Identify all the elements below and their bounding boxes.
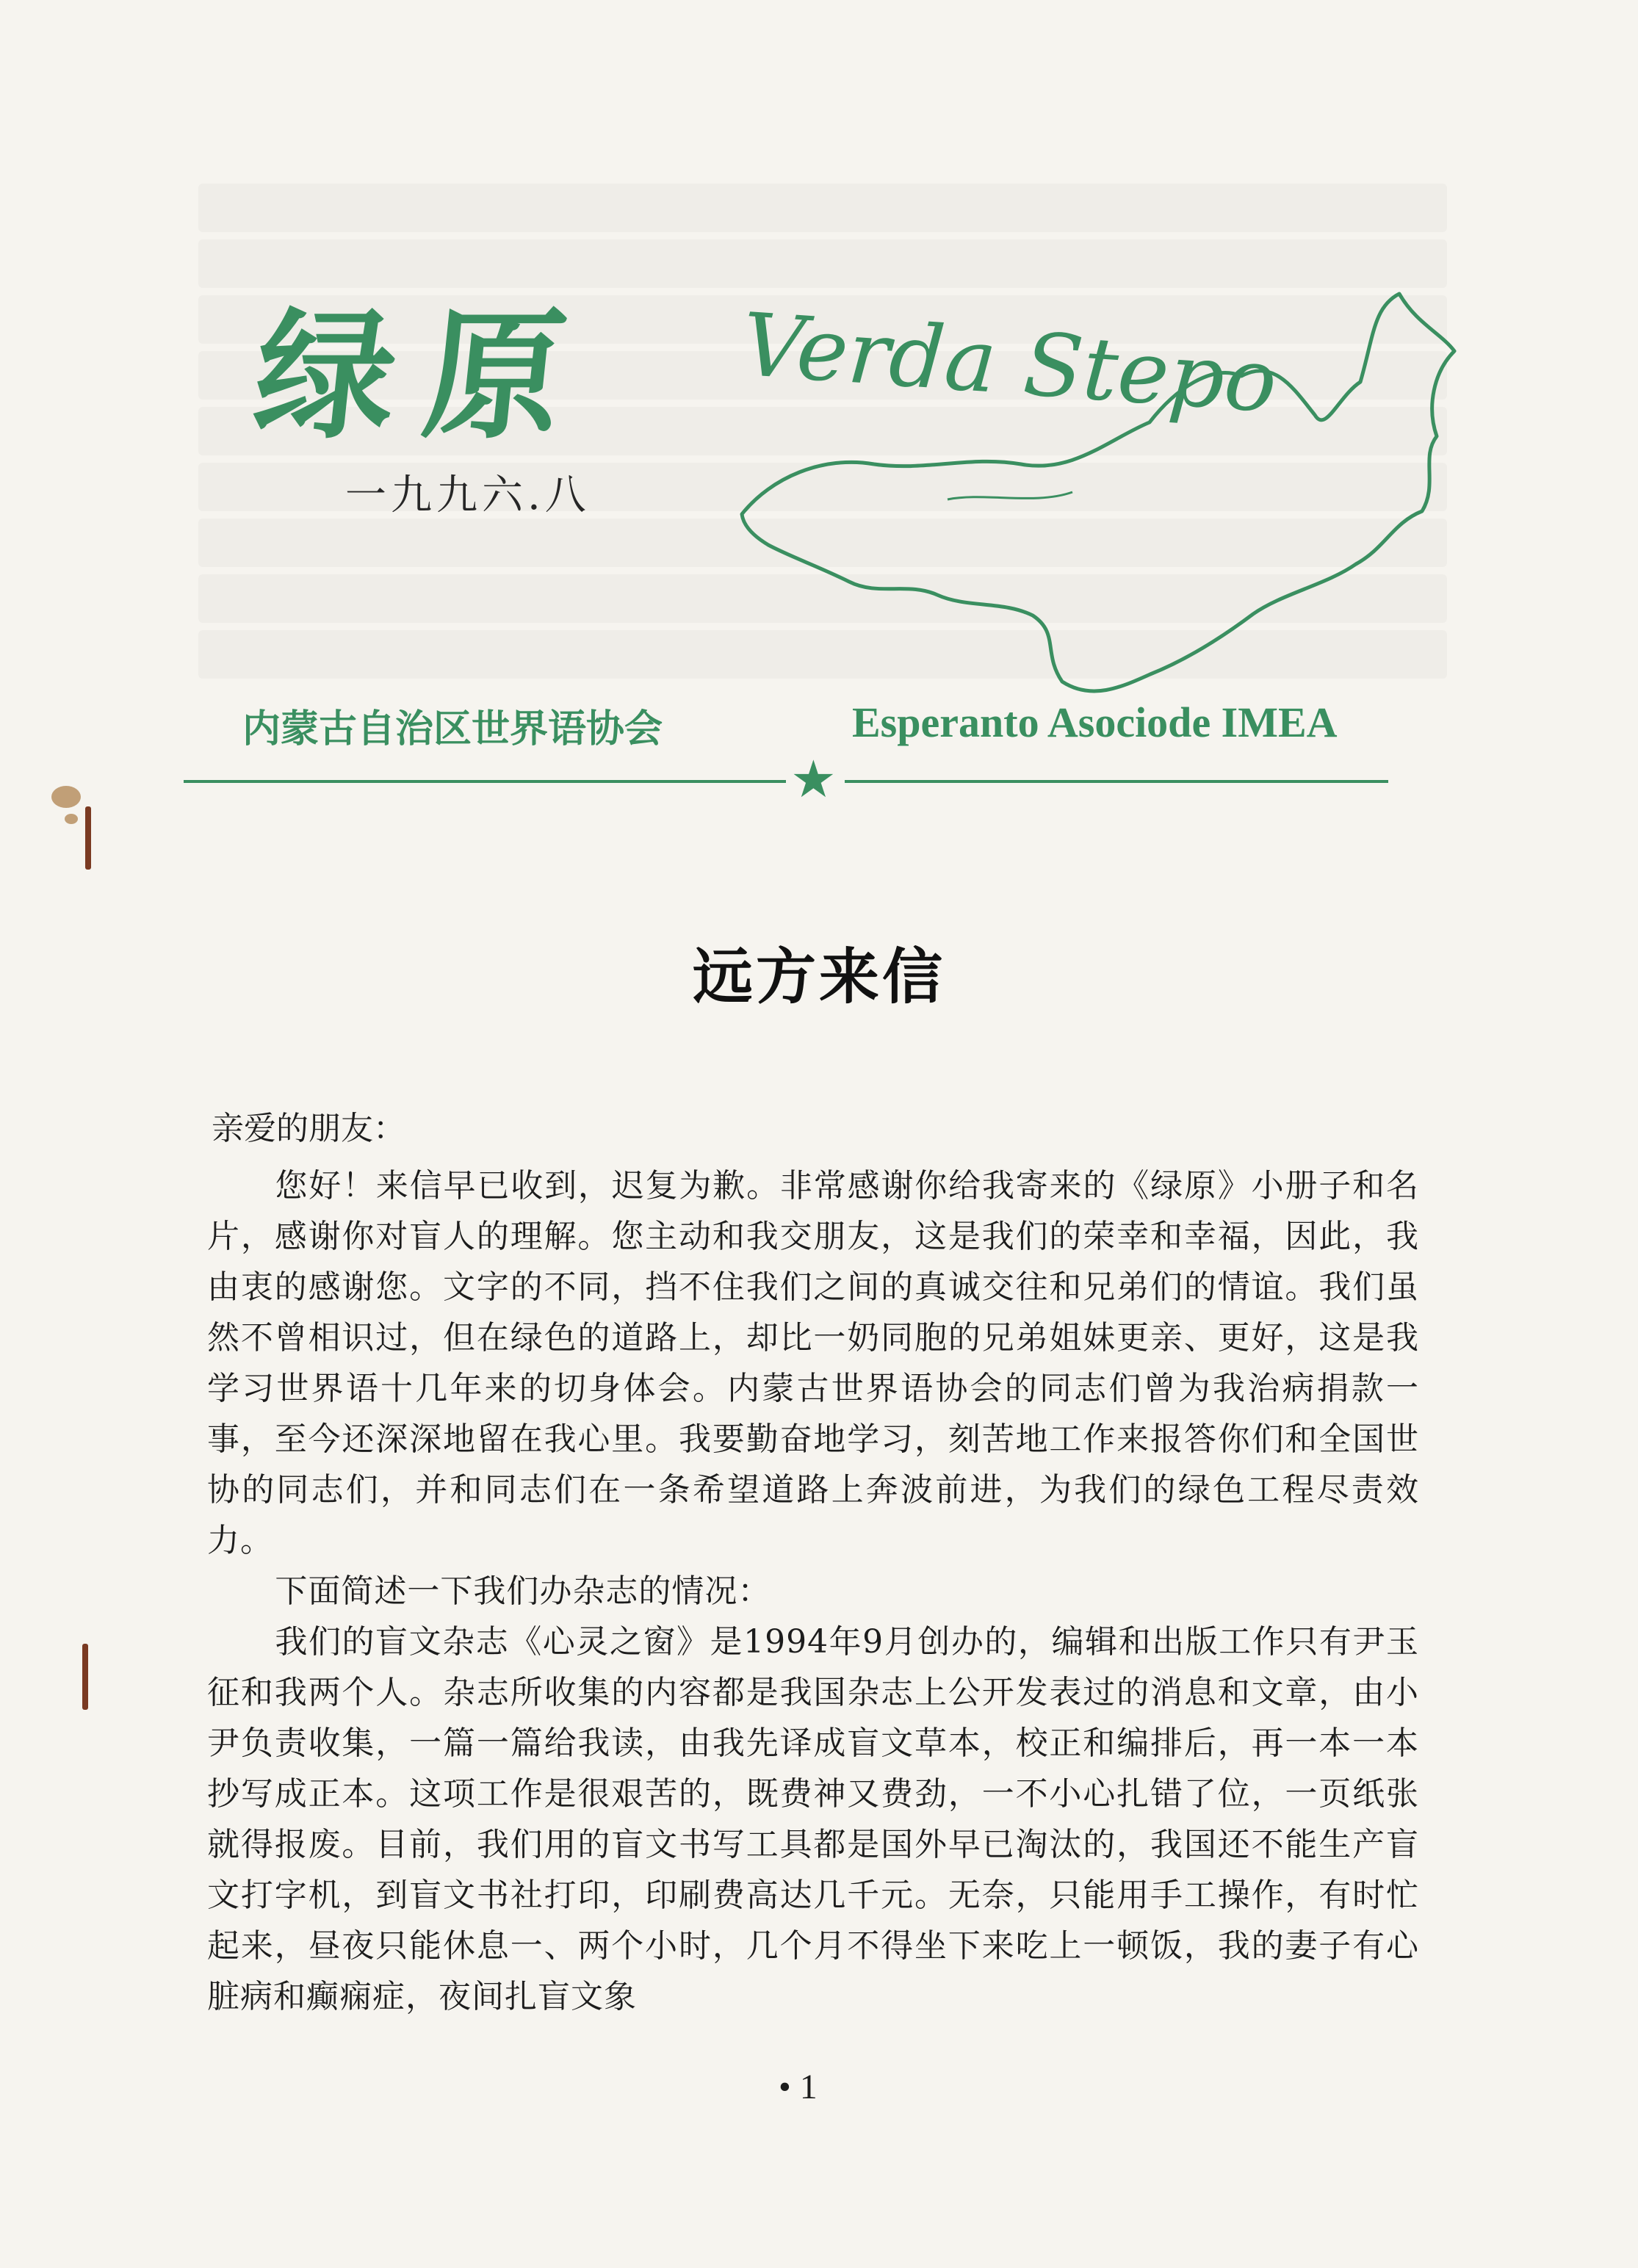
paper-stain xyxy=(51,786,81,808)
issue-date: 一九九六.八 xyxy=(345,472,591,519)
divider-rule xyxy=(845,780,1388,783)
masthead xyxy=(184,242,1462,809)
page-number: • 1 xyxy=(779,2067,818,2106)
divider-rule xyxy=(184,780,786,783)
paragraph: 我们的盲文杂志《心灵之窗》是1994年9月创办的，编辑和出版工作只有尹玉征和我两个人。杂志所收集的内容都是我国杂志上公开发表过的消息和文章，由小尹负责收集，一篇一篇给我读，由我先译成盲文草本，校正和编排后，再一本一本抄写成正本。这项工作是很艰苦的，既费神又费劲，一不小心扎错了位，一页纸张就得报废。目前，我们用的盲文书写工具都是国外早已淘汰的，我国还不能生产盲文打字机，到盲文书社打印，印刷费高达几千元。无奈，只能用手工操作，有时忙起来，昼夜只能休息一、两个小时，几个月不得坐下来吃上一顿饭，我的妻子有心脏病和癫痫症，夜间扎盲文象 xyxy=(207,1623,1419,2015)
paper-stain xyxy=(65,814,78,824)
article-body xyxy=(207,1103,1419,2022)
star-icon: ★ xyxy=(790,749,837,809)
publisher-name-cn: 内蒙古自治区世界语协会 xyxy=(242,707,663,751)
binding-mark xyxy=(85,806,91,870)
article-title: 远方来信 xyxy=(692,942,945,1012)
publisher-name-eo: Esperanto Asociode IMEA xyxy=(852,698,1338,746)
binding-mark xyxy=(82,1644,88,1710)
salutation: 亲爱的朋友： xyxy=(212,1110,405,1147)
paragraph: 下面简述一下我们办杂志的情况： xyxy=(275,1572,771,1610)
paragraph: 您好！来信早已收到，迟复为歉。非常感谢你给我寄来的《绿原》小册子和名片，感谢你对盲人的理解。您主动和我交朋友，这是我们的荣幸和幸福，因此，我由衷的感谢您。文字的不同，挡不住我们之间的真诚交往和兄弟们的情谊。我们虽然不曾相识过，但在绿色的道路上，却比一奶同胞的兄弟姐妹更亲、更好，这是我学习世界语十几年来的切身体会。内蒙古世界语协会的同志们曾为我治病捐款一事，至今还深深地留在我心里。我要勤奋地学习，刻苦地工作来报答你们和全国世协的同志们，并和同志们在一条希望道路上奔波前进，为我们的绿色工程尽责效力。 xyxy=(207,1167,1419,1559)
magazine-logo-cn: 绿原 xyxy=(247,294,603,458)
magazine-logo-eo: Verda Stepo xyxy=(739,293,1280,433)
